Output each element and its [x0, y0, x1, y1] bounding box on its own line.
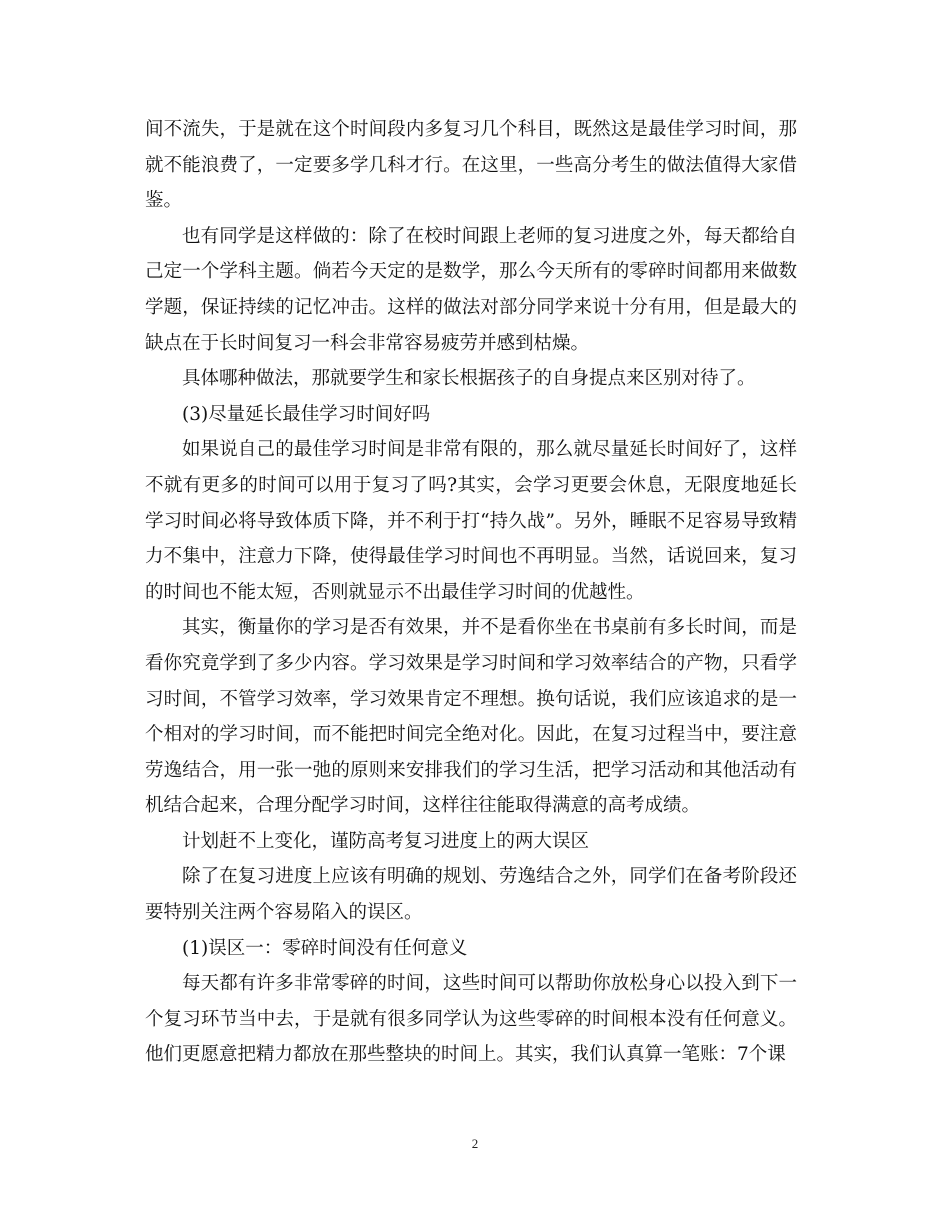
- paragraph: 具体哪种做法，那就要学生和家长根据孩子的自身提点来区别对待了。: [182, 368, 756, 390]
- section-heading: (1)误区一：零碎时间没有任何意义: [182, 937, 468, 959]
- paragraph-continuation: 间不流失，于是就在这个时间段内多复习几个科目，既然这是最佳学习时间，那就不能浪费了，一定要多学几科才行。在这里，一些高分考生的做法值得大家借鉴。: [145, 119, 797, 212]
- section-heading: (3)尽量延长最佳学习时间好吗: [182, 403, 431, 425]
- paragraph: 每天都有许多非常零碎的时间，这些时间可以帮助你放松身心以投入到下一个复习环节当中去，于是就有很多同学认为这些零碎的时间根本没有任何意义。他们更愿意把精力都放在那些整块的时间上。其实，我们认真算一笔账：7个课: [145, 973, 797, 1066]
- page-number: 2: [471, 1136, 479, 1151]
- section-heading: 计划赶不上变化，谨防高考复习进度上的两大误区: [182, 830, 590, 852]
- paragraph: 其实，衡量你的学习是否有效果，并不是看你坐在书桌前有多长时间，而是看你究竟学到了多少内容。学习效果是学习时间和学习效率结合的产物，只看学习时间，不管学习效率，学习效果肯定不理想。换句话说，我们应该追求的是一个相对的学习时间，而不能把时间完全绝对化。因此，在复习过程当中，要注意劳逸结合，用一张一弛的原则来安排我们的学习生活，把学习活动和其他活动有机结合起来，合理分配学习时间，这样往往能取得满意的高考成绩。: [145, 617, 797, 817]
- paragraph: 除了在复习进度上应该有明确的规划、劳逸结合之外，同学们在备考阶段还要特别关注两个容易陷入的误区。: [145, 866, 797, 924]
- paragraph: 如果说自己的最佳学习时间是非常有限的，那么就尽量延长时间好了，这样不就有更多的时间可以用于复习了吗?其实，会学习更要会休息，无限度地延长学习时间必将导致体质下降，并不利于打“持久战”。另外，睡眠不足容易导致精力不集中，注意力下降，使得最佳学习时间也不再明显。当然，话说回来，复习的时间也不能太短，否则就显示不出最佳学习时间的优越性。: [145, 439, 797, 603]
- document-body: [145, 112, 797, 1073]
- paragraph: 也有同学是这样做的：除了在校时间跟上老师的复习进度之外，每天都给自己定一个学科主题。倘若今天定的是数学，那么今天所有的零碎时间都用来做数学题，保证持续的记忆冲击。这样的做法对部分同学来说十分有用，但是最大的缺点在于长时间复习一科会非常容易疲劳并感到枯燥。: [145, 225, 797, 354]
